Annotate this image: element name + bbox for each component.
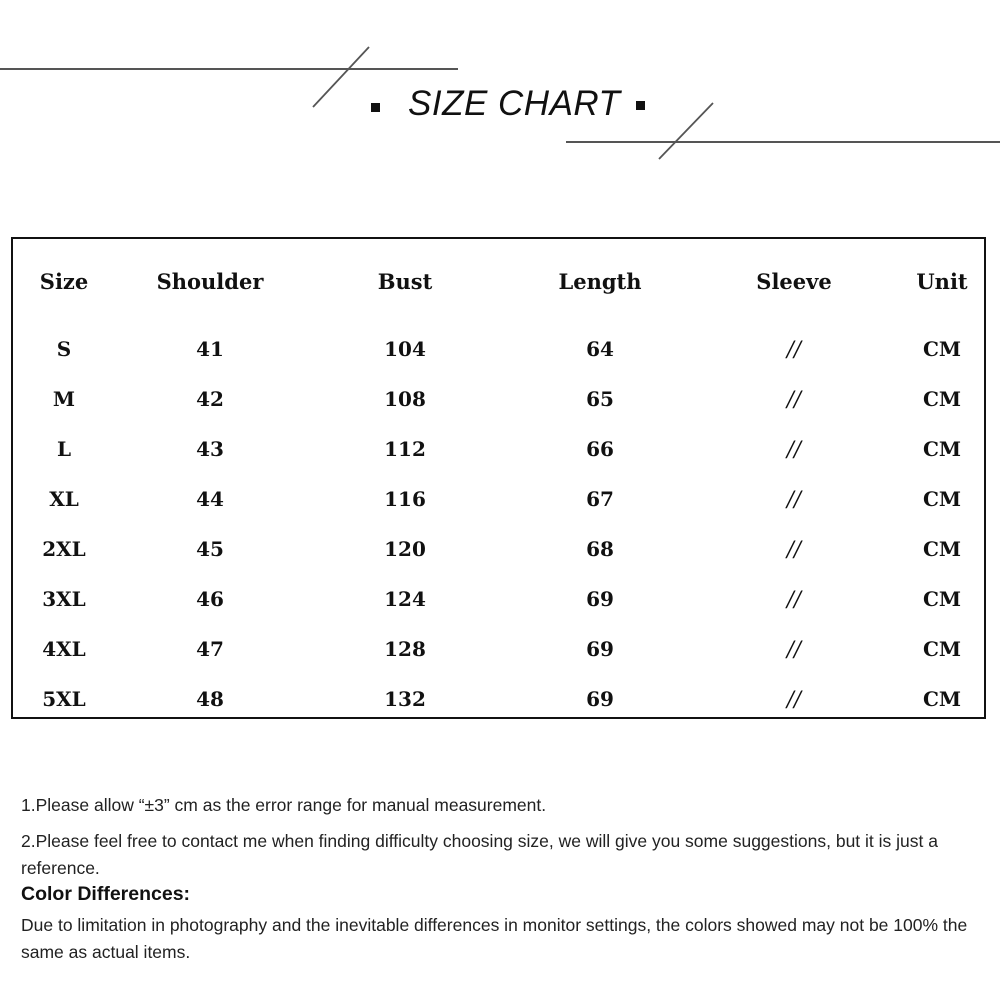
table-cell-sleeve: // xyxy=(786,387,802,411)
table-cell-shoulder: 45 xyxy=(196,537,224,561)
table-cell-size: 3XL xyxy=(42,587,86,611)
table-cell-sleeve: // xyxy=(786,337,802,361)
table-cell-unit: CM xyxy=(922,337,962,361)
note-size-help: 2.Please feel free to contact me when finding difficulty choosing size, we will give you some suggestions, but it is just a reference. xyxy=(21,831,938,878)
table-cell-size: XL xyxy=(49,487,79,511)
column-header-sleeve: Sleeve xyxy=(756,269,832,294)
table-cell-bust: 116 xyxy=(384,487,426,511)
table-cell-length: 69 xyxy=(586,587,614,611)
column-header-size: Size xyxy=(39,269,89,294)
table-cell-size: S xyxy=(56,337,72,361)
table-cell-unit: CM xyxy=(922,537,962,561)
table-cell-shoulder: 47 xyxy=(196,637,224,661)
note-error-range: 1.Please allow “±3” cm as the error range for manual measurement. xyxy=(21,795,547,815)
table-cell-unit: CM xyxy=(922,687,962,711)
title-bullet-right xyxy=(636,101,645,110)
column-header-shoulder: Shoulder xyxy=(156,269,264,294)
table-cell-size: M xyxy=(52,387,76,411)
page-title: SIZE CHART xyxy=(408,84,621,123)
table-cell-length: 65 xyxy=(586,387,614,411)
table-cell-shoulder: 41 xyxy=(196,337,224,361)
header-left-slash xyxy=(313,47,369,107)
table-cell-length: 69 xyxy=(586,637,614,661)
table-cell-length: 68 xyxy=(586,537,614,561)
column-header-bust: Bust xyxy=(377,269,433,294)
table-cell-length: 69 xyxy=(586,687,614,711)
table-cell-sleeve: // xyxy=(786,537,802,561)
header-right-slash xyxy=(659,103,713,159)
column-header-length: Length xyxy=(558,269,642,294)
title-bullet-left xyxy=(371,103,380,112)
table-cell-unit: CM xyxy=(922,637,962,661)
table-cell-shoulder: 43 xyxy=(196,437,224,461)
table-cell-shoulder: 44 xyxy=(196,487,224,511)
table-cell-unit: CM xyxy=(922,587,962,611)
color-differences-text: Due to limitation in photography and the inevitable differences in monitor settings, the colors showed may not be 100% the same as actual items. xyxy=(21,915,968,962)
table-cell-sleeve: // xyxy=(786,487,802,511)
size-chart-table xyxy=(11,237,986,719)
table-cell-length: 66 xyxy=(586,437,614,461)
column-header-unit: Unit xyxy=(916,269,968,294)
table-cell-size: 4XL xyxy=(42,637,86,661)
table-cell-sleeve: // xyxy=(786,687,802,711)
table-cell-size: 5XL xyxy=(42,687,86,711)
table-cell-size: L xyxy=(56,437,72,461)
table-cell-bust: 108 xyxy=(384,387,426,411)
table-cell-bust: 112 xyxy=(384,437,426,461)
color-differences-heading: Color Differences: xyxy=(21,883,191,905)
table-cell-shoulder: 42 xyxy=(196,387,224,411)
table-cell-shoulder: 48 xyxy=(196,687,224,711)
table-cell-length: 64 xyxy=(586,337,614,361)
table-cell-bust: 132 xyxy=(384,687,426,711)
table-cell-sleeve: // xyxy=(786,437,802,461)
table-cell-unit: CM xyxy=(922,437,962,461)
table-cell-bust: 120 xyxy=(384,537,426,561)
table-cell-unit: CM xyxy=(922,487,962,511)
table-cell-length: 67 xyxy=(586,487,614,511)
table-cell-unit: CM xyxy=(922,387,962,411)
table-cell-shoulder: 46 xyxy=(196,587,224,611)
table-cell-size: 2XL xyxy=(42,537,86,561)
table-cell-bust: 104 xyxy=(384,337,426,361)
table-cell-bust: 128 xyxy=(384,637,426,661)
table-cell-sleeve: // xyxy=(786,587,802,611)
table-cell-sleeve: // xyxy=(786,637,802,661)
table-cell-bust: 124 xyxy=(384,587,426,611)
